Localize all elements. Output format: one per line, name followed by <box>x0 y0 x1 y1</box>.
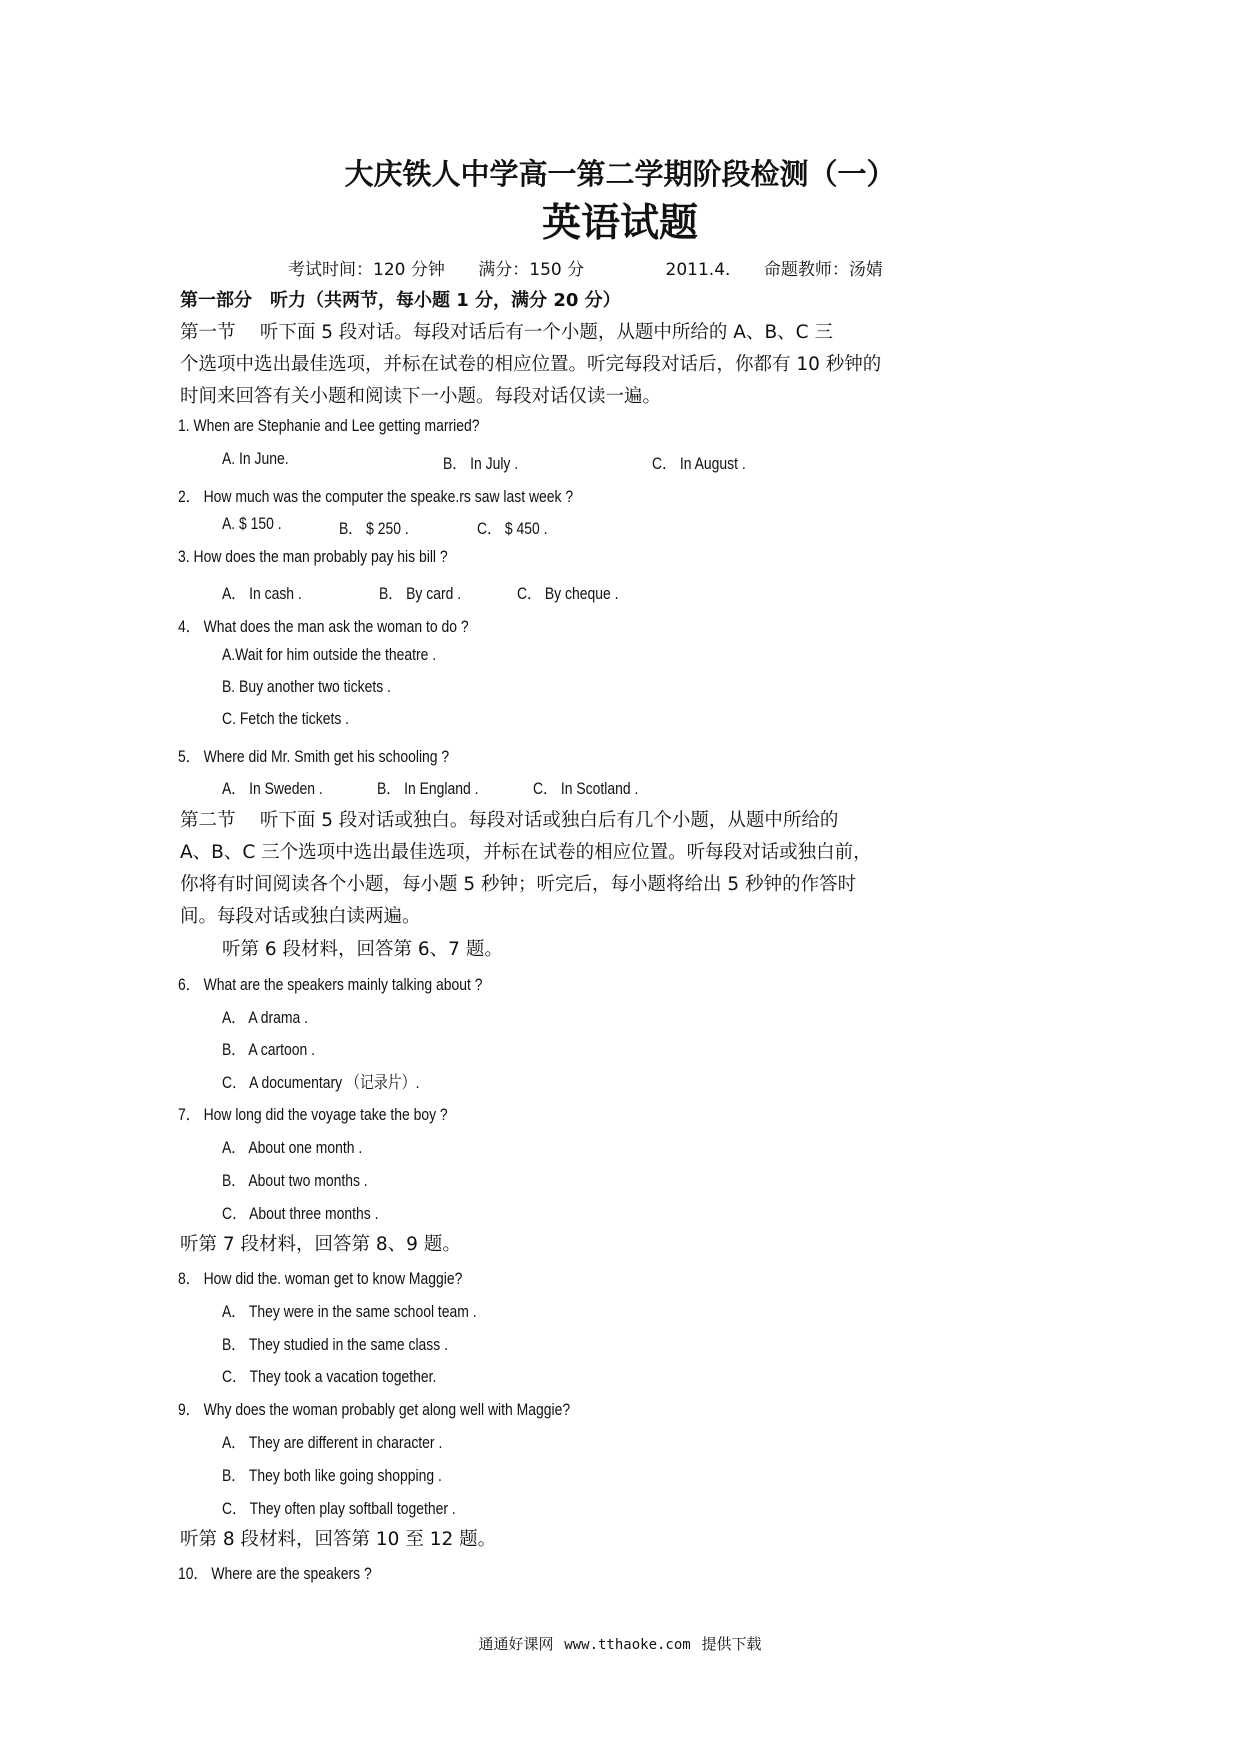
question-9-option-b: B． They both like going shopping . <box>222 1466 442 1485</box>
section1-instruction-line: 时间来回答有关小题和阅读下一小题。每段对话仅读一遍。 <box>180 386 662 407</box>
question-9: 9． Why does the woman probably get along well with Maggie? <box>178 1400 571 1419</box>
question-3-option-a: A． In cash . <box>222 584 302 603</box>
question-9-option-a: A． They are different in character . <box>222 1433 443 1452</box>
question-2-option-c: C． $ 450 . <box>477 519 548 538</box>
exam-date: 2011.4. <box>665 260 731 280</box>
exam-subtitle: 英语试题 <box>541 200 698 246</box>
section2-instruction-line: 第二节 听下面 5 段对话或独白。每段对话或独白后有几个小题，从题中所给的 <box>180 810 839 831</box>
material-6-intro: 听第 6 段材料，回答第 6、7 题。 <box>222 939 503 960</box>
part1-heading: 第一部分 听力（共两节，每小题 1 分，满分 20 分） <box>180 290 621 311</box>
section1-instruction-line: 第一节 听下面 5 段对话。每段对话后有一个小题，从题中所给的 A、B、C 三 <box>180 322 833 343</box>
question-7-option-a: A． About one month . <box>222 1138 363 1157</box>
exam-title: 大庆铁人中学高一第二学期阶段检测（一） <box>344 157 896 191</box>
question-2: 2． How much was the computer the speake.rs saw last week ? <box>178 487 574 506</box>
exam-meta <box>288 255 911 280</box>
question-4-option-c: C. Fetch the tickets . <box>222 709 350 728</box>
question-8-option-b: B． They studied in the same class . <box>222 1335 448 1354</box>
section1-instruction-line: 个选项中选出最佳选项，并标在试卷的相应位置。听完每段对话后，你都有 10 秒钟的 <box>180 354 882 375</box>
question-10: 10． Where are the speakers ? <box>178 1564 372 1583</box>
question-5-option-a: A． In Sweden . <box>222 779 323 798</box>
question-8: 8． How did the. woman get to know Maggie? <box>178 1269 463 1288</box>
question-1-option-b: B． In July . <box>443 454 519 473</box>
question-4: 4． What does the man ask the woman to do ? <box>178 617 469 636</box>
question-9-option-c: C． They often play softball together . <box>222 1499 456 1518</box>
question-1: 1. When are Stephanie and Lee getting married? <box>178 416 480 435</box>
exam-teacher: 命题教师：汤婧 <box>763 260 883 280</box>
section2-instruction-line: A、B、C 三个选项中选出最佳选项，并标在试卷的相应位置。听每段对话或独白前， <box>180 842 872 863</box>
section2-instruction-line: 间。每段对话或独白读两遍。 <box>180 906 421 927</box>
question-3: 3. How does the man probably pay his bill ? <box>178 547 448 566</box>
material-7-intro: 听第 7 段材料，回答第 8、9 题。 <box>180 1234 461 1255</box>
question-7-option-b: B． About two months . <box>222 1171 368 1190</box>
question-7: 7． How long did the voyage take the boy ? <box>178 1105 448 1124</box>
question-4-option-b: B. Buy another two tickets . <box>222 677 391 696</box>
exam-score: 满分：150 分 <box>478 260 585 280</box>
question-4-option-a: A.Wait for him outside the theatre . <box>222 645 437 664</box>
question-5-option-c: C． In Scotland . <box>533 779 639 798</box>
question-6-option-a: A． A drama . <box>222 1008 309 1027</box>
footer-url[interactable]: www.tthaoke.com <box>564 1637 691 1653</box>
question-2-option-b: B． $ 250 . <box>339 519 409 538</box>
section2-instruction-line: 你将有时间阅读各个小题，每小题 5 秒钟；听完后，每小题将给出 5 秒钟的作答时 <box>180 874 857 895</box>
page-footer <box>0 1633 1240 1654</box>
question-5: 5． Where did Mr. Smith get his schooling ? <box>178 747 450 766</box>
question-6: 6． What are the speakers mainly talking about ? <box>178 975 483 994</box>
question-5-option-b: B． In England . <box>377 779 479 798</box>
question-8-option-c: C． They took a vacation together. <box>222 1367 437 1386</box>
question-7-option-c: C． About three months . <box>222 1204 379 1223</box>
question-3-option-b: B． By card . <box>379 584 462 603</box>
question-1-option-c: C． In August . <box>652 454 746 473</box>
question-6-option-b: B． A cartoon . <box>222 1040 315 1059</box>
question-8-option-a: A． They were in the same school team . <box>222 1302 477 1321</box>
question-3-option-c: C． By cheque . <box>517 584 619 603</box>
footer-site-name: 通通好课网 <box>478 1635 554 1653</box>
material-8-intro: 听第 8 段材料，回答第 10 至 12 题。 <box>180 1529 497 1550</box>
question-1-option-a: A. In June. <box>222 449 289 468</box>
exam-time: 考试时间：120 分钟 <box>288 260 445 280</box>
question-2-option-a: A. $ 150 . <box>222 514 282 533</box>
footer-note: 提供下载 <box>701 1635 762 1653</box>
question-6-option-c: C． A documentary （记录片）. <box>222 1073 420 1092</box>
